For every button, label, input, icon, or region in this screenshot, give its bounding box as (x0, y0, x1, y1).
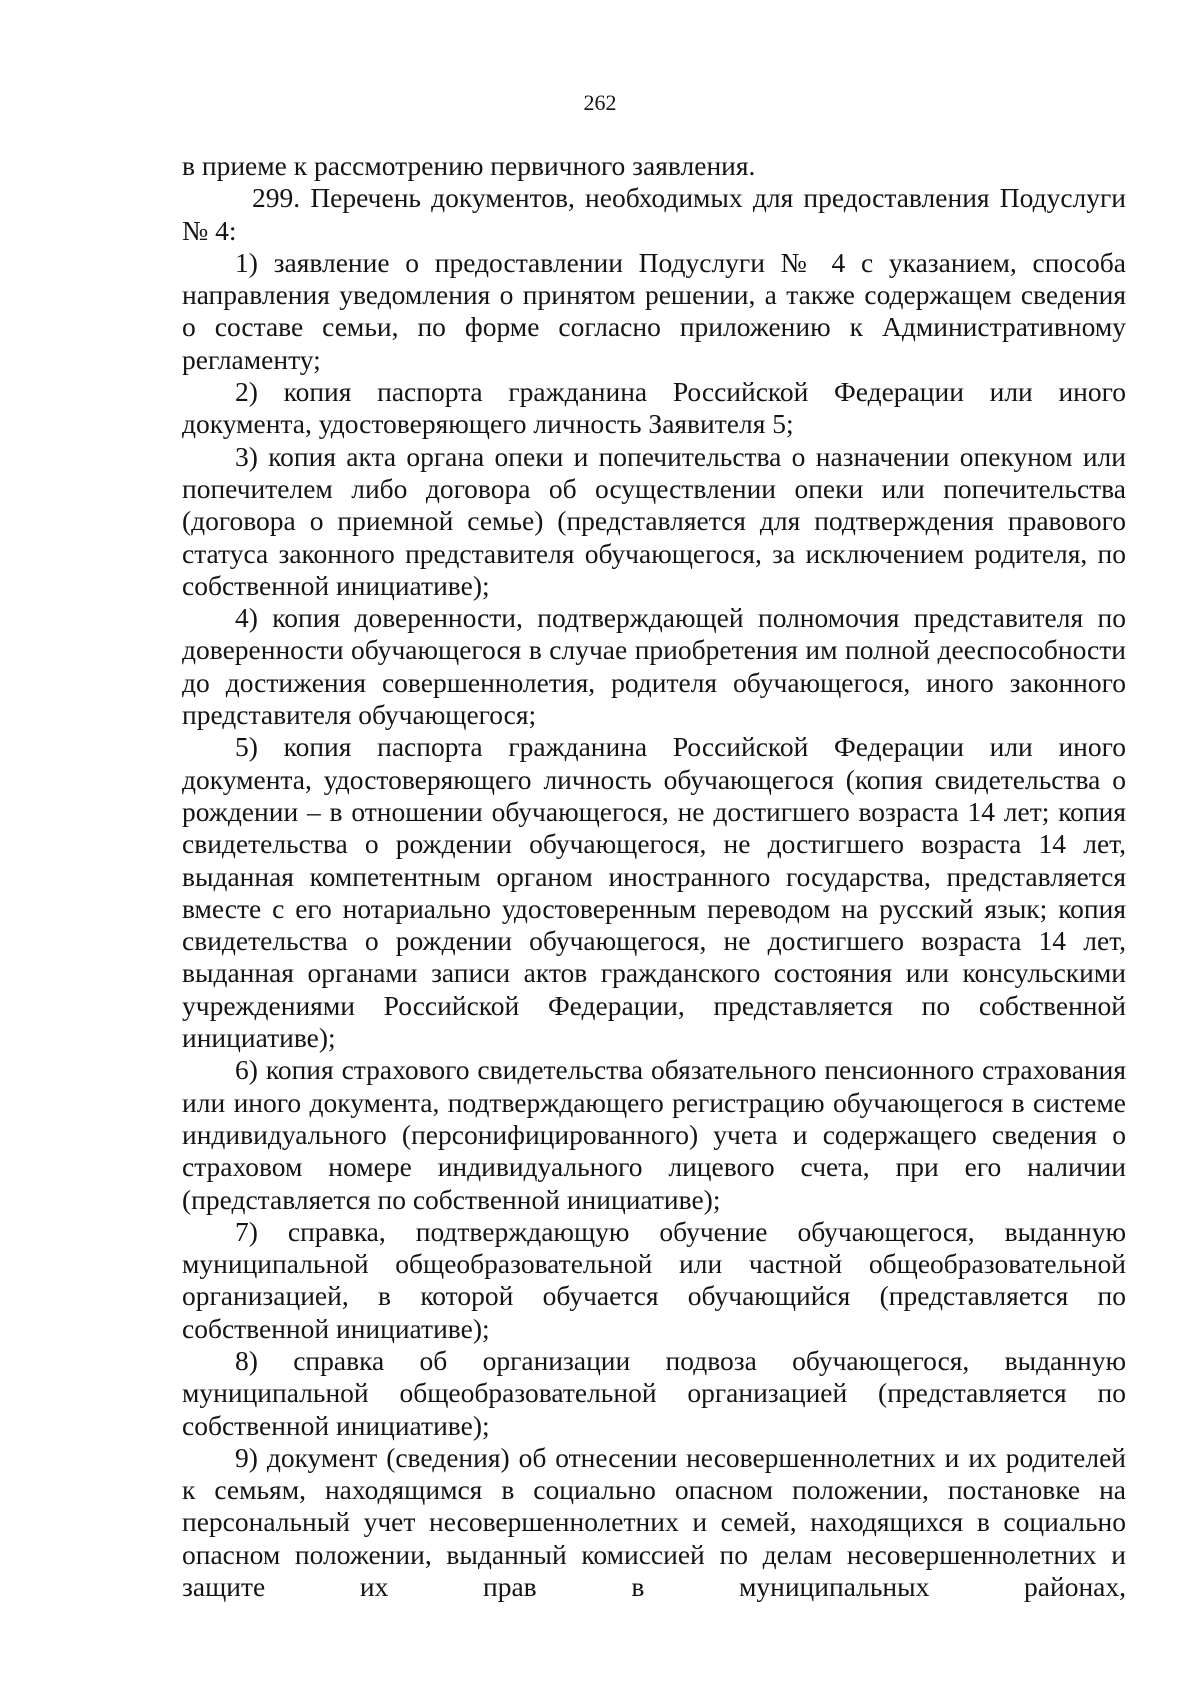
paragraph-continuation: в приеме к рассмотрению первичного заявления. (182, 150, 756, 181)
list-item-3: 3) копия акта органа опеки и попечительства о назначении опекуном или попечителем либо договора об осуществлении опеки или попечительства (договора о приемной семье) (представляется для подтверждения правового статуса законного представителя обучающегося, за исключением родителя, по собственной инициативе); (182, 440, 1126, 601)
list-item-4: 4) копия доверенности, подтверждающей полномочия представителя по доверенности обучающегося в случае приобретения им полной дееспособности до достижения совершеннолетия, родителя обучающегося, иного законного представителя обучающегося; (182, 602, 1126, 731)
list-item-5: 5) копия паспорта гражданина Российской Федерации или иного документа, удостоверяющего личность обучающегося (копия свидетельства о рождении – в отношении обучающегося, не достигшего возраста 14 лет; копия свидетельства о рождении обучающегося, не достигшего возраста 14 лет, выданная компетентным органом иностранного государства, представляется вместе с его нотариально удостоверенным переводом на русский язык; копия свидетельства о рождении обучающегося, не достигшего возраста 14 лет, выданная органами записи актов гражданского состояния или консульскими учреждениями Российской Федерации, представляется по собственной инициативе); (182, 731, 1126, 1054)
list-item-2: 2) копия паспорта гражданина Российской Федерации или иного документа, удостоверяющего личность Заявителя 5; (182, 376, 1126, 440)
document-body (182, 150, 1126, 1603)
list-item-6: 6) копия страхового свидетельства обязательного пенсионного страхования или иного документа, подтверждающего регистрацию обучающегося в системе индивидуального (персонифицированного) учета и содержащего сведения о страховом номере индивидуального лицевого счета, при его наличии (представляется по собственной инициативе); (182, 1054, 1126, 1215)
list-item-7: 7) справка, подтверждающую обучение обучающегося, выданную муниципальной общеобразовательной или частной общеобразовательной организацией, в которой обучается обучающийся (представляется по собственной инициативе); (182, 1215, 1126, 1344)
list-item-8: 8) справка об организации подвоза обучающегося, выданную муниципальной общеобразовательной организацией (представляется по собственной инициативе); (182, 1344, 1126, 1441)
list-item-9: 9) документ (сведения) об отнесении несовершеннолетних и их родителей к семьям, находящимся в социально опасном положении, постановке на персональный учет несовершеннолетних и семей, находящихся в социально опасном положении, выданный комиссией по делам несовершеннолетних и защите их прав в муниципальных районах, (182, 1441, 1126, 1603)
paragraph-clause-299: 299. Перечень документов, необходимых для предоставления Подуслуги № 4: (182, 182, 1126, 246)
list-item-1: 1) заявление о предоставлении Подуслуги № 4 с указанием, способа направления уведомления о принятом решении, а также содержащем сведения о составе семьи, по форме согласно приложению к Административному регламенту; (182, 246, 1126, 375)
page-number: 262 (583, 90, 617, 115)
